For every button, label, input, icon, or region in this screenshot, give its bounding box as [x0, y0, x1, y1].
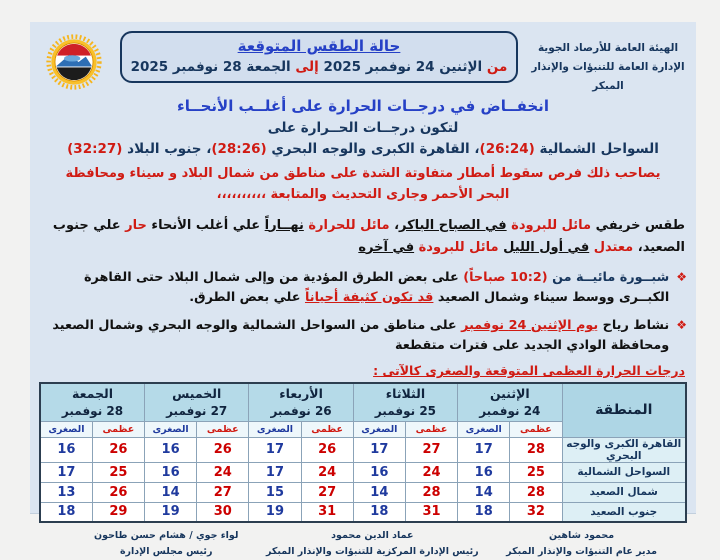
temp-max-cell: 27: [197, 482, 249, 502]
max-label: عظمى: [405, 421, 457, 437]
temp-max-cell: 27: [301, 482, 353, 502]
region-name: القاهرة الكبرى والوجه البحري: [562, 437, 686, 462]
day-header-fri: الجمعة 28 نوفمبر: [40, 383, 145, 421]
signatures: [39, 528, 687, 560]
weather-character: طقس خريفي مائل للبرودة في الصباح الباكر، مائل للحرارة نهــاراً علي أغلب الأنحاء حار علي جنوب الصعيد، معتدل في أول الليل مائل للبرودة في آخره: [52, 217, 685, 255]
temp-max-cell: 30: [197, 502, 249, 522]
region-name: شمال الصعيد: [562, 482, 686, 502]
temp-min-cell: 17: [40, 462, 92, 482]
min-label: الصغرى: [249, 421, 301, 437]
diamond-bullet-icon: ❖: [676, 318, 687, 333]
temp-min-cell: 13: [40, 482, 92, 502]
table-caption: درجات الحرارة العظمى المتوقعة والصغرى كالآتى :: [373, 363, 685, 379]
page-title: حالة الطقس المتوقعة: [237, 37, 401, 55]
ema-sun-logo-icon: [39, 33, 109, 91]
bulletin-header: [39, 27, 687, 91]
day-header-mon: الإثنين 24 نوفمبر: [458, 383, 562, 421]
weather-bulletin-panel: [30, 22, 696, 558]
table-row-north-upper: [40, 482, 686, 502]
temp-min-cell: 16: [40, 437, 92, 462]
authority-name: [529, 39, 687, 96]
day-header-tue: الثلاثاء 25 نوفمبر: [353, 383, 457, 421]
temp-min-cell: 18: [353, 502, 405, 522]
day-header-thu: الخميس 27 نوفمبر: [145, 383, 249, 421]
table-row-north-coasts: [40, 462, 686, 482]
temp-min-cell: 14: [458, 482, 510, 502]
temp-max-cell: 32: [510, 502, 562, 522]
temp-max-cell: 29: [92, 502, 144, 522]
temp-max-cell: 27: [405, 437, 457, 462]
temp-min-cell: 17: [249, 437, 301, 462]
signature-forecast-director: محمود شاهين مدير عام التنبؤات والإنذار المبكر: [506, 530, 657, 558]
temp-max-cell: 31: [405, 502, 457, 522]
temp-min-cell: 18: [458, 502, 510, 522]
rain-alert: يصاحب ذلك فرص سقوط أمطار متفاوتة الشدة على مناطق من شمال البلاد و سيناء ومحافظة البحر الأحمر وجارى التحديث والمتابعة ،،،،،،،،،،: [65, 166, 661, 202]
min-label: الصغرى: [353, 421, 405, 437]
title-box: [120, 31, 518, 83]
max-label: عظمى: [510, 421, 562, 437]
temp-min-cell: 17: [249, 462, 301, 482]
temps-by-region-line: السواحل الشمالية (26:24)، القاهرة الكبرى والوجه البحري (28:26)، جنوب البلاد (32:27): [67, 141, 659, 157]
temp-min-cell: 19: [145, 502, 197, 522]
temp-min-cell: 14: [145, 482, 197, 502]
temp-min-cell: 16: [145, 437, 197, 462]
temp-max-cell: 24: [197, 462, 249, 482]
max-label: عظمى: [92, 421, 144, 437]
signature-central-admin-head: عماد الدين محمود رئيس الإدارة المركزية للتنبؤات والإنذار المبكر: [265, 530, 479, 558]
headline: انخفــاض في درجــات الحرارة على أغلــب الأنحــاء: [177, 97, 549, 115]
temp-min-cell: 16: [458, 462, 510, 482]
temp-max-cell: 26: [92, 482, 144, 502]
temp-min-cell: 16: [353, 462, 405, 482]
table-row-south-upper: [40, 502, 686, 522]
temp-max-cell: 28: [405, 482, 457, 502]
temp-max-cell: 25: [510, 462, 562, 482]
table-row-cairo: [40, 437, 686, 462]
temp-max-cell: 28: [510, 482, 562, 502]
signature-board-chairman: لواء جوي / هشام حسن طاحون رئيس مجلس الإدارة: [94, 530, 239, 558]
to-word: إلى: [295, 59, 319, 75]
max-label: عظمى: [197, 421, 249, 437]
temp-max-cell: 25: [92, 462, 144, 482]
temp-min-cell: 19: [249, 502, 301, 522]
temp-max-cell: 31: [301, 502, 353, 522]
temp-max-cell: 26: [301, 437, 353, 462]
temp-min-cell: 18: [40, 502, 92, 522]
temp-max-cell: 26: [197, 437, 249, 462]
authority-line1: الهيئة العامة للأرصاد الجوية: [537, 42, 679, 54]
forecast-table: [39, 382, 687, 523]
temp-min-cell: 15: [249, 482, 301, 502]
temp-max-cell: 28: [510, 437, 562, 462]
min-label: الصغرى: [145, 421, 197, 437]
wind-bullet: ❖ نشاط رياح يوم الإثنين 24 نوفمبر على مناطق من السواحل الشمالية والوجه البحري وشمال الصعيد ومحافظة الوادي الجديد على فترات متقطعة: [39, 316, 687, 356]
temp-max-cell: 24: [405, 462, 457, 482]
authority-line2: الإدارة العامة للتنبؤات والإنذار المبكر: [531, 60, 685, 92]
from-word: من: [486, 59, 508, 75]
date-range: من الإثنين 24 نوفمبر 2025 إلى الجمعة 28 نوفمبر 2025: [130, 59, 508, 75]
temp-min-cell: 14: [353, 482, 405, 502]
day-header-wed: الأربعاء 26 نوفمبر: [249, 383, 353, 421]
min-label: الصغرى: [458, 421, 510, 437]
temp-max-cell: 26: [92, 437, 144, 462]
fog-bullet: ❖ شبــورة مائيــة من (10:2 صباحاً) على بعض الطرق المؤدية من وإلى شمال البلاد حتى القاهرة الكبــرى ووسط سيناء وشمال الصعيد قد تكون كثيفة أحياناً علي بعض الطرق.: [39, 268, 687, 308]
diamond-bullet-icon: ❖: [676, 269, 687, 284]
region-name: السواحل الشمالية: [562, 462, 686, 482]
min-label: الصغرى: [40, 421, 92, 437]
temp-min-cell: 17: [458, 437, 510, 462]
temps-intro: لتكون درجــات الحــرارة على: [267, 120, 459, 136]
temp-min-cell: 17: [353, 437, 405, 462]
region-column-header: المنطقة: [562, 383, 686, 437]
temp-min-cell: 16: [145, 462, 197, 482]
region-name: جنوب الصعيد: [562, 502, 686, 522]
temp-max-cell: 24: [301, 462, 353, 482]
max-label: عظمى: [301, 421, 353, 437]
